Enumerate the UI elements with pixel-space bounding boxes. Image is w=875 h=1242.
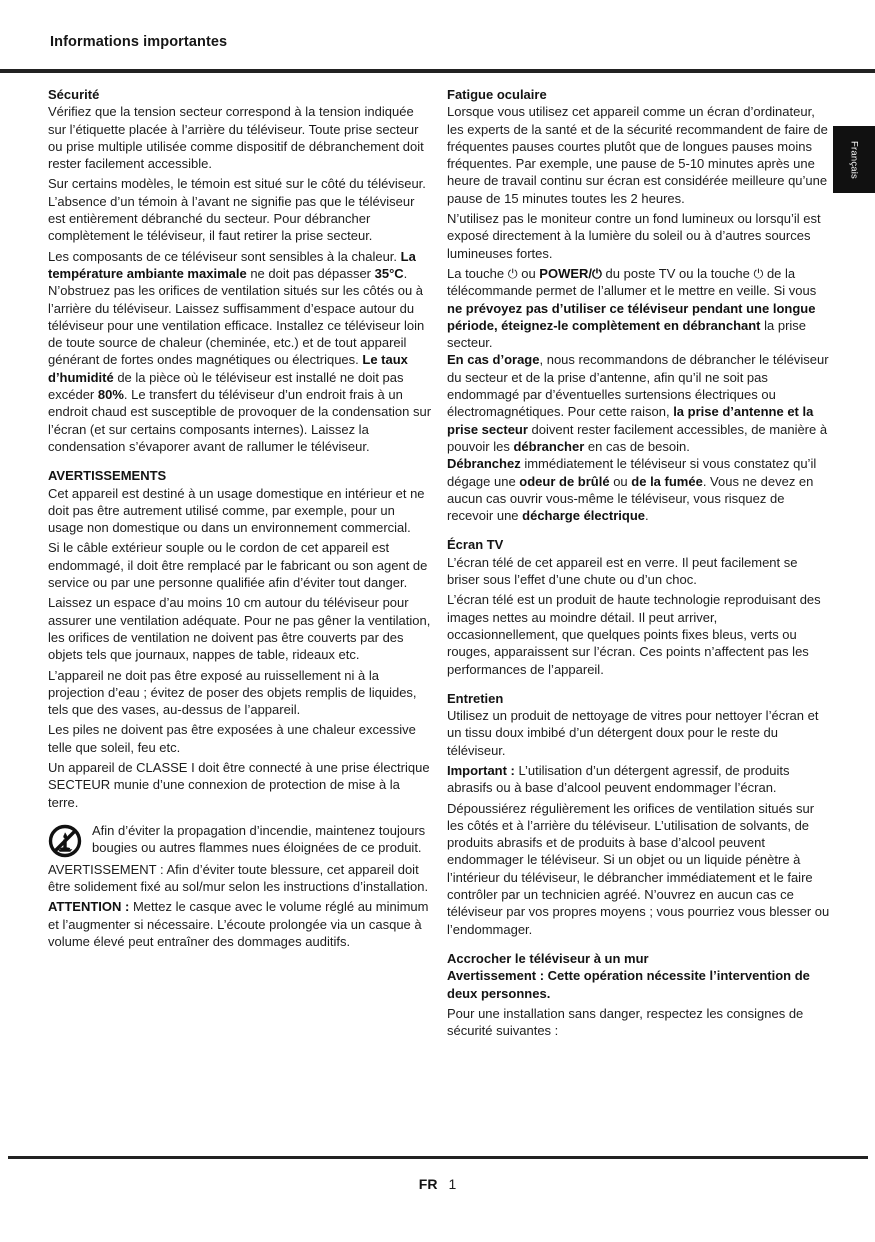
footer-divider bbox=[8, 1156, 868, 1159]
heading-ecran-tv: Écran TV bbox=[447, 537, 504, 553]
paragraph-classe-1: Un appareil de CLASSE I doit être connecté à une prise électrique SECTEUR munie d’une connexion de protection de mise à la terre. bbox=[48, 759, 430, 810]
text-run: ou bbox=[609, 473, 632, 489]
candle-warning-text: Afin d’éviter la propagation d’incendie, maintenez toujours bougies ou autres flammes nues éloignées de ce produit. bbox=[92, 822, 426, 856]
page-footer bbox=[0, 1156, 875, 1242]
text-run: , nous recommandons de débrancher le téléviseur du secteur et de la prise d’antenne, afin qu’il ne soit pas endommagé par d’éventuelles surtensions électriques ou électromagnétiques. Pour cette raison, bbox=[447, 352, 829, 420]
text-run: immédiatement le téléviseur si vous constatez qu’il dégage une bbox=[447, 456, 817, 489]
paragraph-installation-sans-danger: Pour une installation sans danger, respectez les consignes de sécurité suivantes : bbox=[447, 1005, 804, 1039]
text-run: . Vous ne devez en aucun cas ouvrir vous-même le téléviseur, vous risquez de recevoir une bbox=[447, 473, 814, 524]
paragraph-temoin: Sur certains modèles, le témoin est situé sur le côté du téléviseur. L’absence d’un témoin à l’avant ne signifie pas que le téléviseur est entièrement débranché du secteur. Pour débrancher complètement le téléviseur, il faut retirer la prise secteur. bbox=[48, 176, 426, 244]
text-run: de la pièce où le téléviseur est installé ne doit pas excéder bbox=[48, 369, 404, 403]
text-run: . Le transfert du téléviseur d’un endroit frais à un endroit chaud est susceptible de provoquer de la condensation sur l’écran (et sur certains composants internes). Laissez la condensation s’évaporer avant de rallumer le téléviseur. bbox=[48, 387, 432, 454]
bold-taux-humidite: Le taux d’humidité bbox=[48, 352, 408, 385]
bold-35c: 35°C bbox=[374, 265, 404, 281]
power-icon: ⏻ bbox=[753, 265, 764, 281]
language-side-tab-label: Français bbox=[848, 140, 860, 179]
heading-avertissement-deux-personnes: Avertissement : Cette opération nécessite l’intervention de deux personnes. bbox=[447, 968, 810, 1001]
text-run: L’utilisation d’un détergent agressif, de produits abrasifs ou à base d’alcool peuvent endommager l’écran. bbox=[447, 762, 790, 796]
paragraph-fond-lumineux: N’utilisez pas le moniteur contre un fond lumineux ou lorsqu’il est exposé directement à la lumière du soleil ou à d’autres sources lumineuses fortes. bbox=[447, 211, 821, 261]
paragraph-important-detergent bbox=[447, 762, 831, 797]
bold-attention: ATTENTION : bbox=[48, 899, 130, 915]
header-divider bbox=[0, 69, 875, 73]
paragraph-fixation-mur-sol: AVERTISSEMENT : Afin d’éviter toute blessure, cet appareil doit être solidement fixé au sol/mur selon les instructions d’installation. bbox=[48, 861, 429, 895]
paragraph-depoussierage: Dépoussiérez régulièrement les orifices de ventilation situés sur les côtés et à l’arrière du téléviseur. L’utilisation de solvants, de produits abrasifs et de produits à base d’alcool peuvent endommager le téléviseur. Si un objet ou un liquide pénètre à l’intérieur du téléviseur, le débrancher immédiatement et le faire contrôler par un technicien agréé. N’ouvrez en aucun cas ce téléviseur par vos propres moyens ; vous pourriez vous blesser ou l’endommager. bbox=[447, 800, 830, 937]
paragraph-en-cas-orage bbox=[447, 351, 831, 455]
bold-debrancher: débrancher bbox=[513, 438, 585, 454]
bold-debranchez: Débranchez bbox=[447, 456, 521, 472]
footer-language-code: FR bbox=[418, 1176, 438, 1192]
footer-content bbox=[0, 1176, 875, 1192]
text-run: de la télécommande permet de l’allumer et le mettre en veille. Si vous bbox=[447, 265, 817, 299]
bold-important: Important : bbox=[447, 762, 515, 778]
heading-avertissements: AVERTISSEMENTS bbox=[48, 468, 167, 484]
heading-securite: Sécurité bbox=[48, 87, 100, 102]
right-column bbox=[447, 86, 831, 1039]
power-icon: ⏻ bbox=[507, 265, 518, 281]
text-run: doivent rester facilement accessibles, de manière à pouvoir les bbox=[447, 421, 828, 454]
paragraph-attention-casque bbox=[48, 898, 432, 950]
heading-entretien: Entretien bbox=[447, 690, 504, 706]
paragraph-usage-domestique: Cet appareil est destiné à un usage domestique en intérieur et ne doit pas être autrement utilisé comme, par exemple, pour un usage non domestique ou dans un environnement commercial. bbox=[48, 485, 425, 536]
text-run: la prise secteur. bbox=[447, 317, 807, 351]
text-run: Mettez le casque avec le volume réglé au minimum et l’augmenter si nécessaire. L’écoute prolongée via un casque à volume élevé peut entraîner des dommages auditifs. bbox=[48, 899, 429, 950]
heading-accrocher-mur: Accrocher le téléviseur à un mur bbox=[447, 950, 649, 966]
paragraph-nettoyage: Utilisez un produit de nettoyage de vitres pour nettoyer l’écran et un tissu doux imbibé d’un détergent doux pour le reste du téléviseur. bbox=[447, 708, 819, 758]
body-columns bbox=[0, 86, 875, 1156]
no-open-flame-icon bbox=[48, 824, 82, 858]
paragraph-points-fixes: L’écran télé est un produit de haute technologie reproduisant des images nettes au moindre détail. Il peut arriver, occasionnellement, que quelques points fixes bleus, verts ou rouges, apparaissent sur l’écran. Ces points n’affectent pas les performances de l’appareil. bbox=[447, 592, 821, 677]
text-run: du poste TV ou la touche bbox=[601, 265, 754, 281]
bold-de-la-fumee: de la fumée bbox=[631, 473, 703, 489]
bold-decharge-electrique: décharge électrique bbox=[522, 508, 645, 524]
paragraph-piles-chaleur: Les piles ne doivent pas être exposées à une chaleur excessive telle que soleil, feu etc. bbox=[48, 722, 416, 755]
candle-warning-block bbox=[48, 822, 432, 858]
paragraph-cable-endommage: Si le câble extérieur souple ou le cordon de cet appareil est endommagé, il doit être remplacé par le fabricant ou son agent de service ou par une personne qualifiée afin d’éviter tout danger. bbox=[48, 540, 428, 591]
text-run: . bbox=[644, 508, 649, 524]
text-run: Les composants de ce téléviseur sont sensibles à la chaleur. bbox=[48, 248, 401, 264]
footer-page-number: 1 bbox=[448, 1176, 457, 1192]
paragraph-odeur-brule bbox=[447, 455, 831, 524]
paragraph-ruissellement-eau: L’appareil ne doit pas être exposé au ruissellement ni à la projection d’eau ; évitez de poser des objets remplis de liquides, tels que des vases, au-dessus de l’appareil. bbox=[48, 667, 417, 718]
bold-80-percent: 80% bbox=[97, 387, 124, 403]
bold-temperature-maximale: La température ambiante maximale bbox=[48, 248, 416, 281]
bold-power-label: POWER/ bbox=[539, 265, 593, 281]
text-run: ou bbox=[517, 265, 540, 281]
bold-prise-antenne-secteur: la prise d’antenne et la prise secteur bbox=[447, 404, 814, 437]
left-column bbox=[48, 86, 432, 950]
power-icon: ⏻ bbox=[592, 265, 602, 281]
paragraph-pauses-ecran: Lorsque vous utilisez cet appareil comme un écran d’ordinateur, les experts de la santé et de la sécurité recommandent de faire de fréquentes pauses courtes plutôt que de longues pauses moins fréquentes. Par exemple, une pause de 5-10 minutes après une heure de travail continu sur écran est considérée meilleure qu’une pause de 15 minutes toutes les 2 heures. bbox=[447, 104, 828, 206]
text-run: . N’obstruez pas les orifices de ventilation situés sur les côtés ou à l’arrière du téléviseur. Laissez suffisamment d’espace autour du téléviseur pour une ventilation efficace. Installez ce téléviseur loin de toute source de chaleur (cheminée, etc.) et de tout appareil générant de fortes ondes magnétiques ou électriques. bbox=[48, 265, 425, 368]
bold-en-cas-orage: En cas d’orage bbox=[447, 352, 540, 368]
bold-longue-periode: ne prévoyez pas d’utiliser ce téléviseur pendant une longue période, éteignez-le complètement en débranchant bbox=[447, 300, 816, 333]
paragraph-ecran-verre: L’écran télé de cet appareil est en verre. Il peut facilement se briser sous l’effet d’une chute ou d’un choc. bbox=[447, 554, 798, 588]
heading-fatigue-oculaire: Fatigue oculaire bbox=[447, 87, 547, 102]
page-title: Informations importantes bbox=[50, 34, 228, 50]
text-run: en cas de besoin. bbox=[584, 438, 690, 454]
bold-odeur-brule: odeur de brûlé bbox=[519, 473, 610, 489]
page-header bbox=[0, 0, 875, 74]
text-run: ne doit pas dépasser bbox=[246, 265, 375, 281]
text-run: La touche bbox=[447, 265, 508, 281]
paragraph-espace-ventilation: Laissez un espace d’au moins 10 cm autour du téléviseur pour assurer une ventilation adéquate. Pour ne pas gêner la ventilation, les orifices de ventilation ne doivent pas être couverts par des objets tels que journaux, nappes de table, rideaux etc. bbox=[48, 595, 431, 663]
paragraph-touche-power bbox=[447, 265, 831, 351]
paragraph-tension-secteur: Vérifiez que la tension secteur correspond à la tension indiquée sur l’étiquette placée à l’arrière du téléviseur. Toute prise secteur ou prise multiple utilisée comme dispositif de débranchement doit rester facilement accessible. bbox=[48, 104, 424, 172]
paragraph-chaleur-humidite bbox=[48, 248, 432, 456]
